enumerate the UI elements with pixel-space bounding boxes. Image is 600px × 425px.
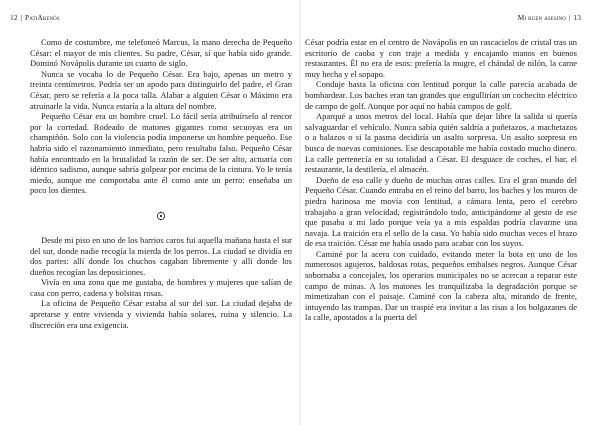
header-separator: | (568, 13, 571, 22)
left-running-header (10, 12, 60, 24)
right-running-header (518, 12, 581, 24)
left-paragraph: Nunca se vocaba lo de Pequeño César. Era bajo, apenas un metro y treinta centímetros. Podría ser un apodo para distinguirlo del padre, el Gran César, pero se refería a la poca talla. Alabar a alguien César o Máximo era atruinarle la vida. Nunca estaría a la altura del nombre. (30, 68, 292, 111)
left-paragraph: Desde mi piso en uno de los barrios caros fui aquella mañana hasta el sur del sur, donde nadie recogía la mierda de los perros. La ciudad se dividía en dos partes: allí donde los chuchos cagaban libremente y allí donde los dueños recogían las deposiciones. (30, 234, 292, 277)
left-page-number: 12 (10, 13, 18, 22)
right-paragraph: César podría estar en el centro de Novápolis en un rascacielos de cristal tras un escritorio de caoba y con traje a medida y encajando manos en buenos restaurantes. Él no era de esos: prefería la mugre, el chándal de nilón, la carne muy hecha y el sopapo. (305, 37, 577, 79)
left-page (0, 0, 292, 425)
left-running-head: PatiArenós (25, 13, 60, 22)
right-running-head: Mi buen asesino (517, 13, 566, 22)
right-paragraph: Dueño de esa calle y dueño de muchas otras calles. Era el gran mundo del Pequeño César. Cuando entraba en el reino del barro, los baches y los muros de piedra harinosa me movía con lentitud, a cámara lenta, pero el cerebro trabajaba a gran velocidad, registrándolo todo, anticipándome al gesto de ese que pasaba a mi lado porque veía ya a mis espaldas podría clavarme una navaja. La traición era el sello de la casa. Yo había sido muchas veces el brazo de esa traición. César me había usado para acabar con los suyos. (305, 174, 577, 249)
right-paragraph: Aparqué a unos metros del local. Había que dejar libre la salida si quería salvaguardar el vehículo. Nunca sabía quién saldría a puñetazos, a machetazos o a balazos o si la pasma decidiría un asalto sorpresa. Un asalto sorpresa en busca de nuevas comisiones. Ese descapotable me había costado mucho dinero. La calle pertenecía en su totalidad a César. El desguace de coches, el bar, el restaurante, la destilería, el almacén. (305, 111, 577, 175)
right-page-body (305, 37, 577, 323)
right-page (305, 0, 597, 425)
left-paragraph: Vivía en una zona que me gustaba, de hombres y mujeres que salían de casa con perro, cadena y bolsitas rosas. (30, 277, 292, 298)
right-page-number: 13 (573, 13, 581, 22)
left-page-body (30, 37, 292, 330)
header-separator: | (20, 13, 23, 22)
left-paragraph: Como de costumbre, me telefoneó Marcus, la mano derecha de Pequeño César: el mayor de mis clientes. Su padre, César, sí que había sido grande. Dominó Novápolis durante un cuarto de siglo. (30, 37, 292, 69)
right-paragraph: Conduje hasta la oficina con lentitud porque la calle parecía acabada de bombardear. Los baches eran tan grandes que engullirían un cochecito eléctrico de campo de golf. Aunque por aquí no había campos de golf. (305, 79, 577, 111)
right-paragraph: Caminé por la acera con cuidado, evitando meter la bota en uno de los numerosos agujeros, baldosas rotas, pequeños embalses negros. Aunque César sobornaba a concejales, los operarios municipales no se acercan a reparar este campo de minas. A los matones les tranquilizaba la degradación porque se mimetizaban con el paisaje. Caminé con la cabeza alta, mirando de frente, intuyendo las trampas. Dar un traspié era invitar a las risas a los holgazanes de la calle, apostados a la puerta del (305, 248, 577, 323)
left-paragraph: La oficina de Pequeño César estaba al sur del sur. La ciudad dejaba de apretarse y entre vivienda y vivienda había solares, ruina y silencio. La discreción era una exigencia. (30, 298, 292, 330)
book-gutter (298, 0, 302, 425)
section-break-ornament-icon (30, 205, 292, 227)
left-paragraph: Pequeño César era un hombre cruel. Lo fácil sería atribuírselo al rencor por la cortedad. Rodeado de matones gigantes como secuoyas era un champiñón. Solo con la violencia podía imponerse un hombre pequeño. Ese habría sido el razonamiento inmediato, pero resultaba falso. Pequeño César había encontrado en la brutalidad la razón de ser. De ser alto, actuaría con idéntico sadismo, aunque sabría golpear por encima de la cintura. Yo le tenía miedo, aunque me comportaba ante él como ante un perro: enseñaba un poco los dientes. (30, 111, 292, 196)
